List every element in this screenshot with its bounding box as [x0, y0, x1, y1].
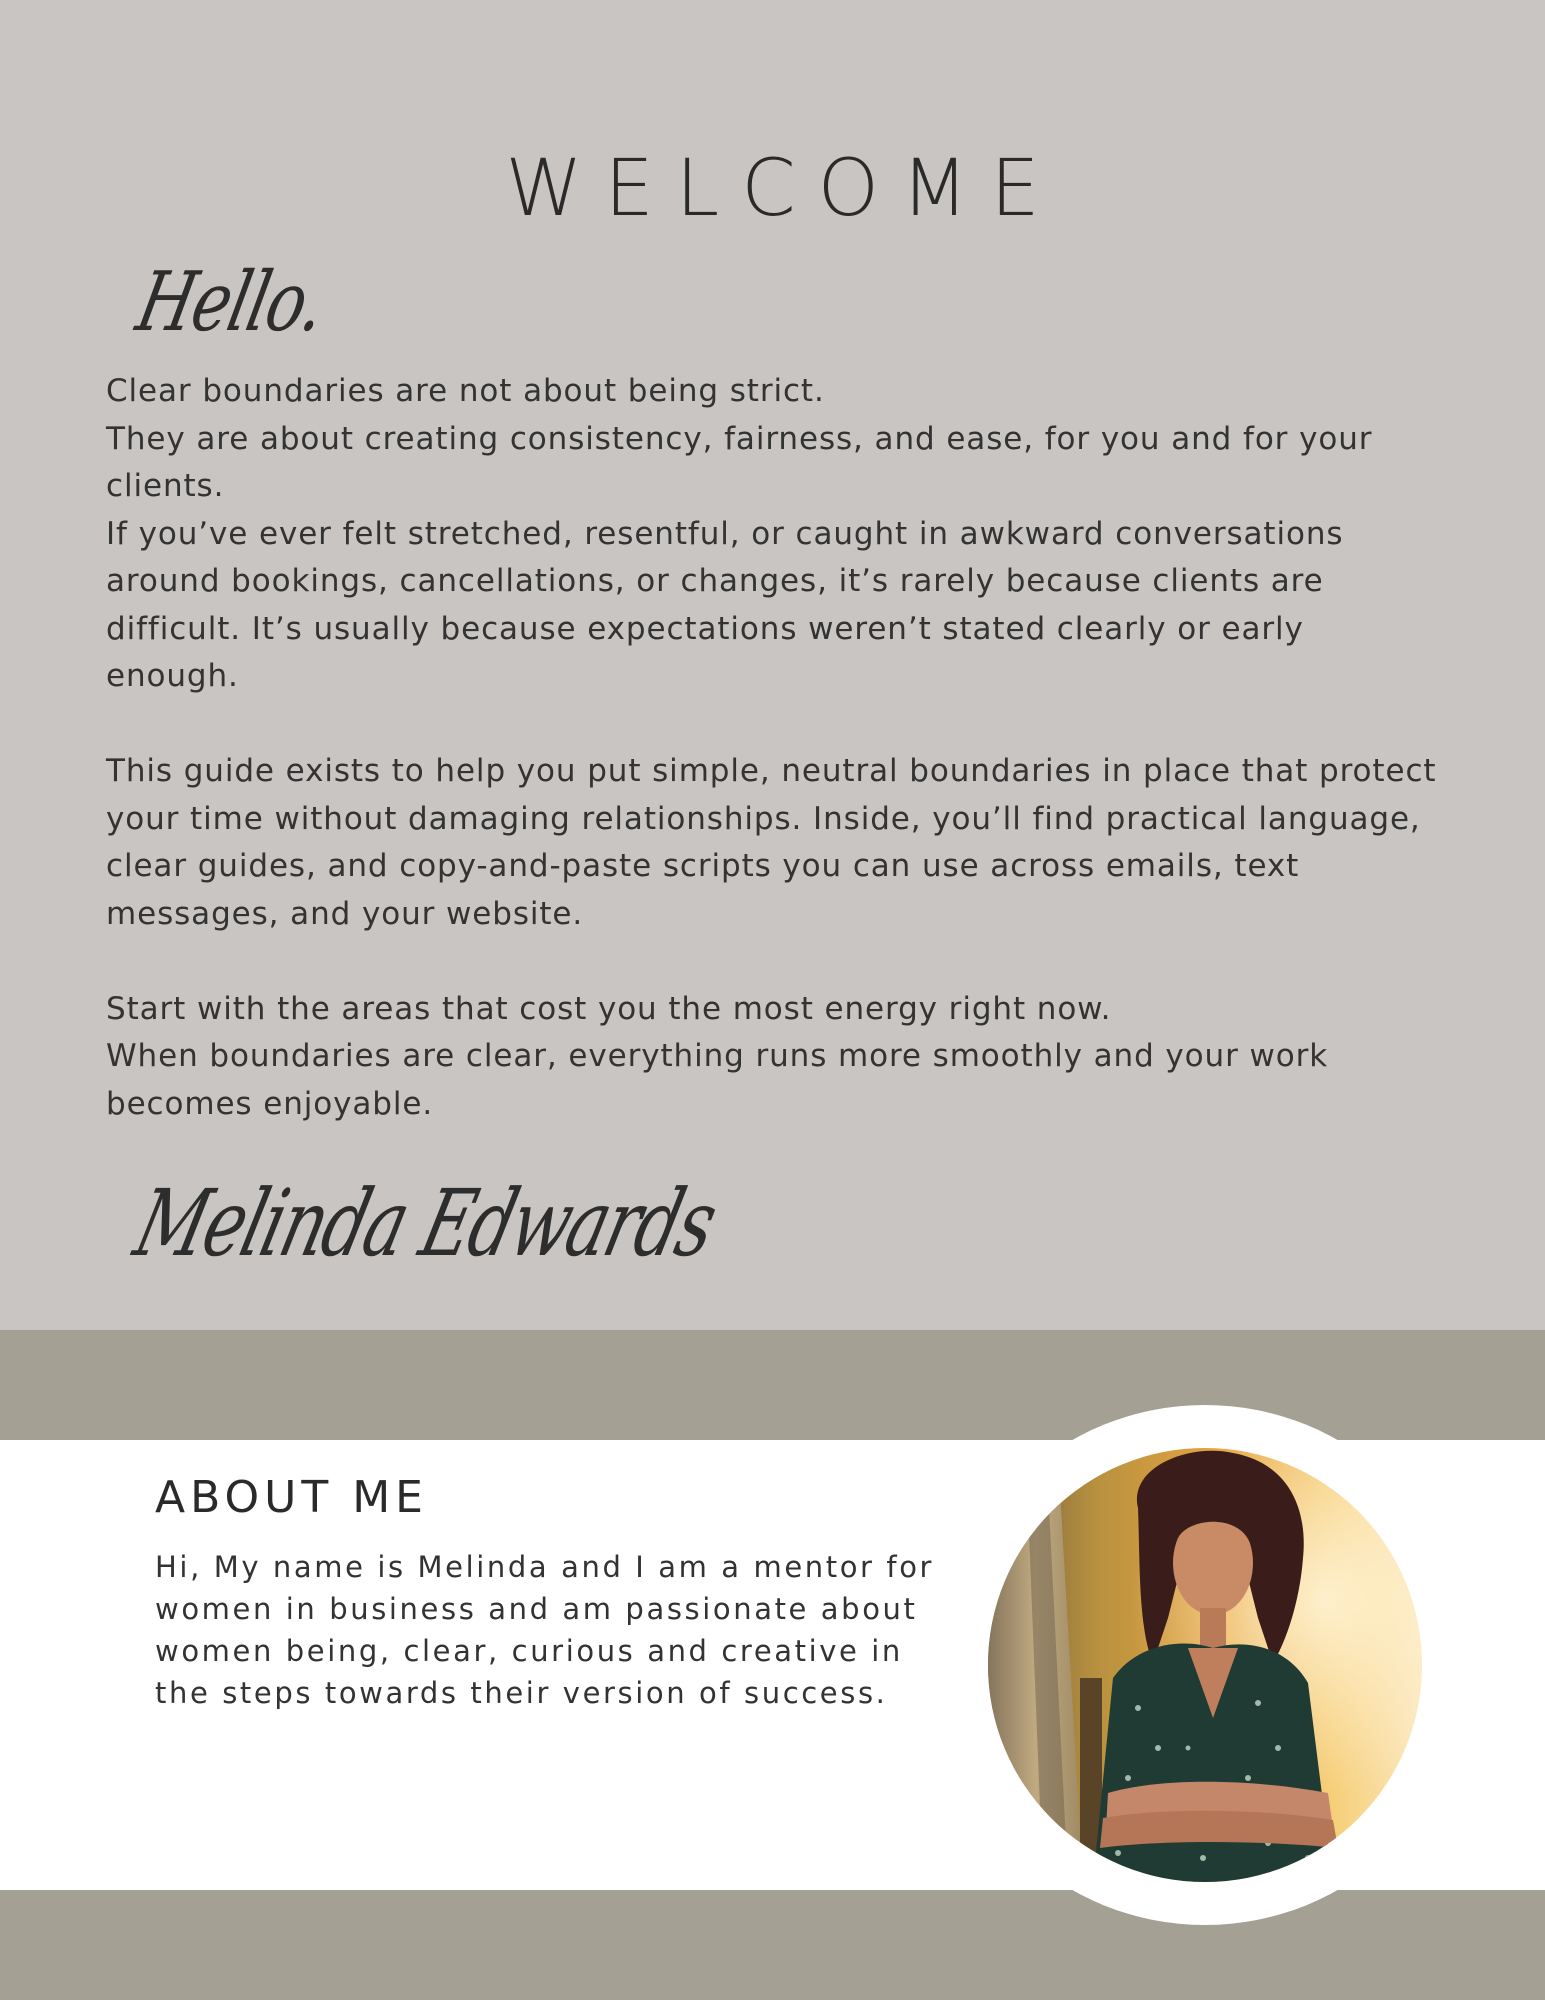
intro-paragraph: Clear boundaries are not about being strict. [106, 373, 825, 409]
portrait-image [988, 1448, 1422, 1882]
profile-photo [988, 1448, 1422, 1882]
about-text: Hi, My name is Melinda and I am a mentor for women in business and am passionate about women being, clear, curious and creative in the steps towards their version of success. [155, 1550, 935, 1710]
divider-band-top [0, 1330, 1545, 1440]
greeting-script: Hello. [129, 255, 333, 350]
intro-paragraph: If you’ve ever felt stretched, resentful, or caught in awkward conversations around bookings, cancellations, or changes, it’s rarely because clients are difficult. It’s usually because expectations weren’t stated clearly or early enough. [106, 515, 1344, 694]
paragraph-spacer [106, 938, 1446, 986]
page-title: WELCOME [505, 144, 1062, 234]
paragraph-spacer [106, 701, 1446, 749]
intro-paragraph: They are about creating consistency, fairness, and ease, for you and for your clients. [106, 420, 1373, 504]
intro-paragraph: This guide exists to help you put simple, neutral boundaries in place that protect your time without damaging relationships. Inside, you’ll find practical language, clear guides, and copy-and-paste scripts you can use across emails, text messages, and your website. [106, 753, 1437, 932]
intro-paragraph: Start with the areas that cost you the most energy right now. [106, 990, 1112, 1027]
intro-paragraph: When boundaries are clear, everything runs more smoothly and your work becomes enjoyable. [106, 1038, 1329, 1122]
welcome-body [106, 368, 1446, 1128]
signature: Melinda Edwards [125, 1170, 726, 1277]
divider-band-bottom [0, 1890, 1545, 2000]
about-heading: ABOUT ME [155, 1472, 428, 1523]
